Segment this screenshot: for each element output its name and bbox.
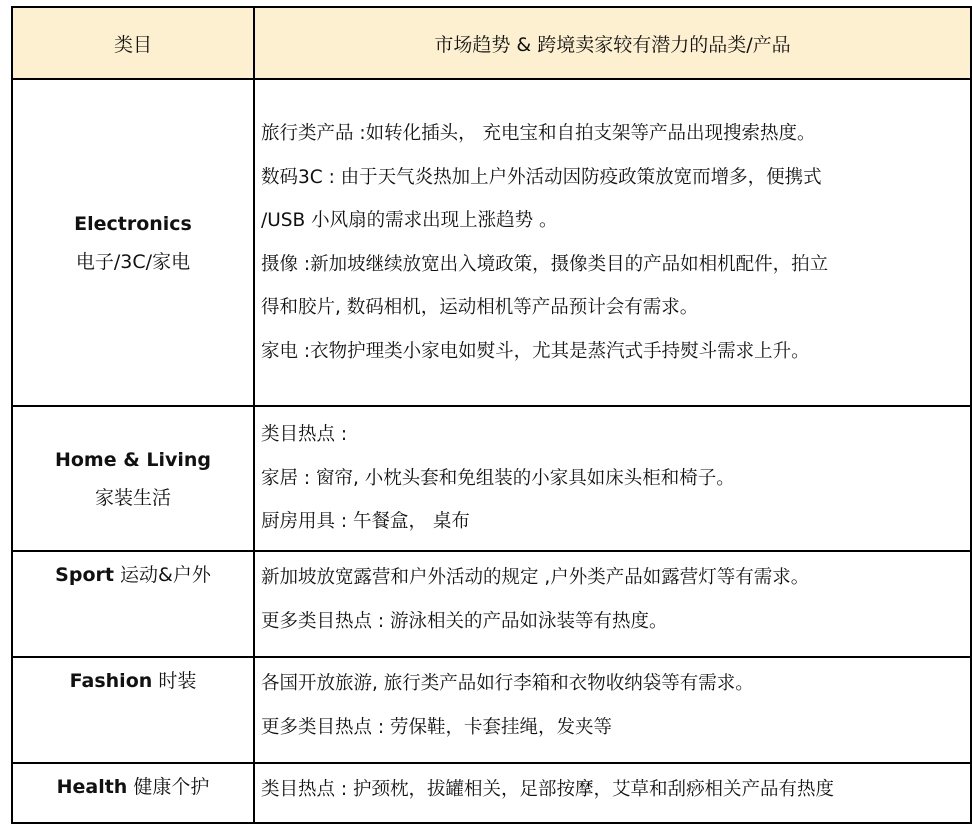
table-header-row: [12, 7, 971, 79]
category-english: Health: [56, 776, 128, 798]
trend-line: 更多类目热点 : 游泳相关的产品如泳装等有热度。: [261, 610, 668, 632]
trend-cell: [254, 79, 971, 406]
category-chinese: 家装生活: [94, 486, 171, 509]
trend-line: 家电 :衣物护理类小家电如熨斗，尤其是蒸汽式手持熨斗需求上升。: [261, 340, 810, 362]
table-row-sport: [12, 551, 971, 657]
trend-line: 得和胶片, 数码相机，运动相机等产品预计会有需求。: [261, 297, 699, 318]
table-row-electronics: [12, 79, 971, 406]
category-english: Fashion: [69, 670, 153, 692]
trend-line: /USB 小风扇的需求出现上涨趋势 。: [261, 210, 558, 231]
trend-line: 类目热点 :: [261, 424, 348, 446]
trend-line: 旅行类产品 :如转化插头， 充电宝和自拍支架等产品出现搜索热度。: [261, 123, 816, 144]
category-english: Home & Living: [54, 448, 212, 471]
trend-line: 新加坡放宽露营和户外活动的规定 ,户外类产品如露营灯等有需求。: [261, 567, 810, 588]
table-row-fashion: [12, 657, 971, 763]
table-row-home-living: [12, 406, 971, 551]
category-cell: [12, 551, 254, 657]
category-cell: [12, 657, 254, 763]
category-english: Sport: [55, 564, 114, 586]
trend-cell: [254, 551, 971, 657]
trend-cell: [254, 763, 971, 823]
category-chinese: 健康个护: [133, 776, 210, 798]
trend-cell: [254, 657, 971, 763]
trend-line: 各国开放旅游, 旅行类产品如行李箱和衣物收纳袋等有需求。: [261, 673, 754, 694]
header-category: 类目: [12, 7, 254, 79]
trend-line: 类目热点 : 护颈枕，拔罐相关，足部按摩，艾草和刮痧相关产品有热度: [261, 779, 834, 800]
trend-line: 厨房用具 : 午餐盒， 桌布: [261, 511, 470, 533]
category-chinese: 电子/3C/家电: [75, 250, 191, 273]
category-chinese: 时装: [158, 670, 197, 692]
category-trend-table: [11, 6, 972, 824]
header-trend: 市场趋势 & 跨境卖家较有潜力的品类/产品: [254, 7, 971, 79]
table-row-health: [12, 763, 971, 823]
category-cell: [12, 763, 254, 823]
trend-cell: [254, 406, 971, 551]
trend-line: 更多类目热点 : 劳保鞋，卡套挂绳，发夹等: [261, 716, 612, 738]
trend-line: 家居 : 窗帘, 小枕头套和免组装的小家具如床头柜和椅子。: [261, 467, 735, 489]
category-chinese: 运动&户外: [120, 564, 211, 586]
trend-line: 摄像 :新加坡继续放宽出入境政策，摄像类目的产品如相机配件，拍立: [261, 253, 829, 275]
trend-line: 数码3C : 由于天气炎热加上户外活动因防疫政策放宽而增多，便携式: [261, 166, 822, 188]
category-cell: [12, 79, 254, 406]
category-english: Electronics: [74, 212, 192, 235]
category-cell: [12, 406, 254, 551]
